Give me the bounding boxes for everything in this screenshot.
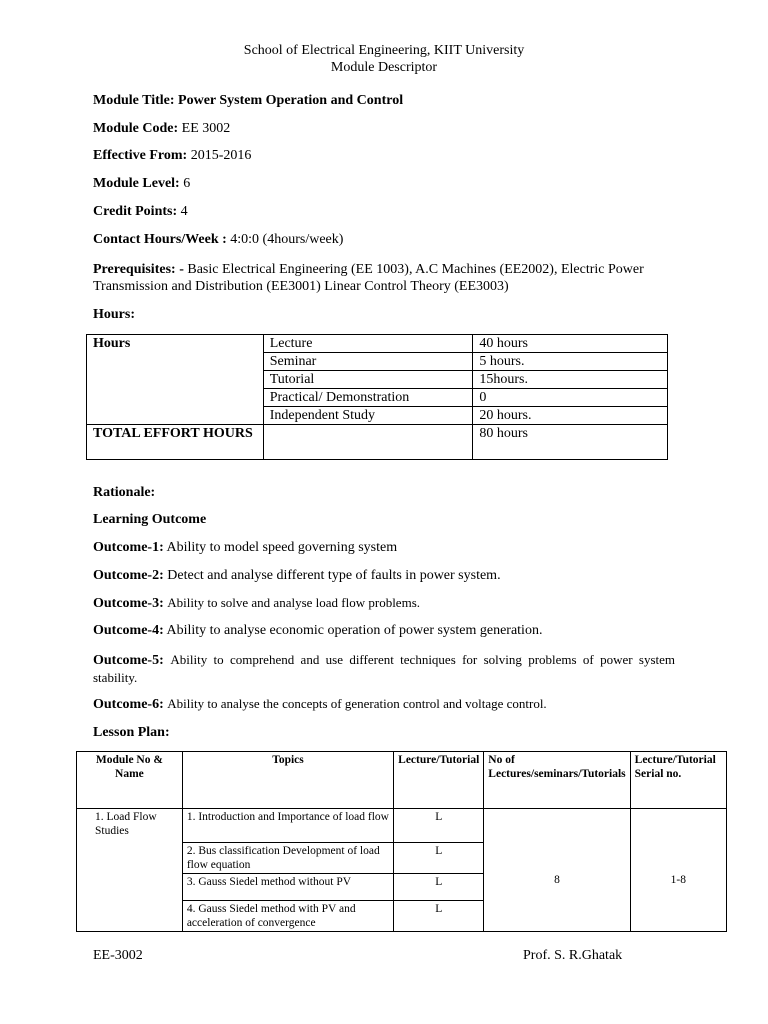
outcome-text: Ability to comprehend and use different techniques for solving problems of power system stability. [93, 652, 675, 685]
outcome-6 [93, 696, 547, 713]
hours-value-cell: 0 [473, 389, 668, 407]
header-serial-cell: Lecture/Tutorial Serial no. [630, 752, 726, 809]
module-name-cell: 1. Load Flow Studies [77, 809, 183, 932]
effective-from-field [93, 148, 251, 164]
module-code-label: Module Code: [93, 121, 179, 136]
total-label-cell [87, 425, 264, 460]
hours-table [86, 334, 668, 460]
module-level-value: 6 [183, 176, 191, 191]
contact-hours-field [93, 232, 343, 248]
hours-header-text: Hours [93, 336, 131, 351]
type-cell: L [394, 809, 484, 843]
module-title-value: Power System Operation and Control [178, 93, 404, 108]
count-cell: 8 [484, 809, 630, 932]
type-cell: L [394, 901, 484, 932]
empty-cell [263, 425, 473, 460]
outcome-text: Detect and analyse different type of faults in power system. [167, 568, 501, 583]
topic-cell: 1. Introduction and Importance of load flow [182, 809, 393, 843]
outcome-text: Ability to analyse economic operation of power system generation. [166, 623, 543, 638]
type-cell: L [394, 843, 484, 874]
credit-points-field [93, 204, 188, 220]
table-row [87, 335, 668, 353]
credit-points-value: 4 [180, 204, 188, 219]
outcome-4 [93, 623, 542, 639]
header-topics-cell: Topics [182, 752, 393, 809]
module-level-label: Module Level: [93, 176, 180, 191]
hours-heading [93, 307, 135, 323]
activity-cell: Practical/ Demonstration [263, 389, 473, 407]
type-cell: L [394, 874, 484, 901]
prerequisites-label: Prerequisites: - [93, 262, 184, 277]
module-title-label: Module Title: [93, 93, 175, 108]
module-level-field [93, 176, 190, 192]
serial-cell: 1-8 [630, 809, 726, 932]
hours-label: Hours: [93, 307, 135, 322]
header-module-cell: Module No & Name [77, 752, 183, 809]
total-value-cell: 80 hours [473, 425, 668, 460]
learning-outcome-label: Learning Outcome [93, 512, 207, 527]
topic-cell: 2. Bus classification Development of load flow equation [182, 843, 393, 874]
rationale-heading [93, 485, 155, 501]
activity-cell: Independent Study [263, 407, 473, 425]
table-row [77, 809, 727, 843]
footer-course-code: EE-3002 [93, 948, 143, 963]
total-label-text: TOTAL EFFORT HOURS [93, 426, 253, 441]
hours-value-cell: 5 hours. [473, 353, 668, 371]
outcome-text: Ability to solve and analyse load flow problems. [167, 595, 420, 610]
outcome-label: Outcome-6: [93, 697, 164, 712]
header-count-cell: No of Lectures/seminars/Tutorials [484, 752, 630, 809]
outcome-label: Outcome-2: [93, 568, 164, 583]
outcome-2 [93, 568, 501, 584]
lesson-plan-heading [93, 725, 170, 741]
lesson-plan-label: Lesson Plan: [93, 725, 170, 740]
hours-value-cell: 20 hours. [473, 407, 668, 425]
outcome-5 [93, 651, 675, 687]
activity-cell: Seminar [263, 353, 473, 371]
activity-cell: Lecture [263, 335, 473, 353]
credit-points-label: Credit Points: [93, 204, 178, 219]
document-type-heading: Module Descriptor [330, 60, 438, 75]
module-code-value: EE 3002 [181, 121, 231, 136]
rationale-label: Rationale: [93, 485, 156, 500]
table-row [87, 425, 668, 460]
topic-cell: 3. Gauss Siedel method without PV [182, 874, 393, 901]
learning-outcome-heading [93, 512, 206, 528]
outcome-label: Outcome-3: [93, 596, 164, 611]
outcome-text: Ability to model speed governing system [166, 540, 398, 555]
contact-hours-label: Contact Hours/Week : [93, 232, 227, 247]
outcome-text: Ability to analyse the concepts of generation control and voltage control. [167, 696, 547, 711]
hours-value-cell: 40 hours [473, 335, 668, 353]
effective-from-value: 2015-2016 [190, 148, 252, 163]
contact-hours-value: 4:0:0 (4hours/week) [230, 232, 344, 247]
institution-heading: School of Electrical Engineering, KIIT University [243, 43, 525, 58]
footer-author: Prof. S. R.Ghatak [523, 948, 623, 963]
activity-cell: Tutorial [263, 371, 473, 389]
topic-cell: 4. Gauss Siedel method with PV and acceleration of convergence [182, 901, 393, 932]
prerequisites-value: Basic Electrical Engineering (EE 1003), A.C Machines (EE2002), Electric Power Transmission and Distribution (EE3001) Linear Control Theory (EE3003) [93, 262, 644, 294]
outcome-label: Outcome-5: [93, 653, 164, 668]
outcome-3 [93, 595, 420, 612]
outcome-label: Outcome-4: [93, 623, 164, 638]
module-title-field [93, 93, 403, 109]
table-row [77, 752, 727, 809]
outcome-1 [93, 540, 397, 556]
effective-from-label: Effective From: [93, 148, 188, 163]
hours-value-cell: 15hours. [473, 371, 668, 389]
header-lecture-type-cell: Lecture/Tutorial [394, 752, 484, 809]
module-code-field [93, 121, 230, 137]
prerequisites-field [93, 261, 675, 295]
outcome-label: Outcome-1: [93, 540, 164, 555]
lesson-plan-table [76, 751, 727, 932]
hours-header-cell [87, 335, 264, 425]
